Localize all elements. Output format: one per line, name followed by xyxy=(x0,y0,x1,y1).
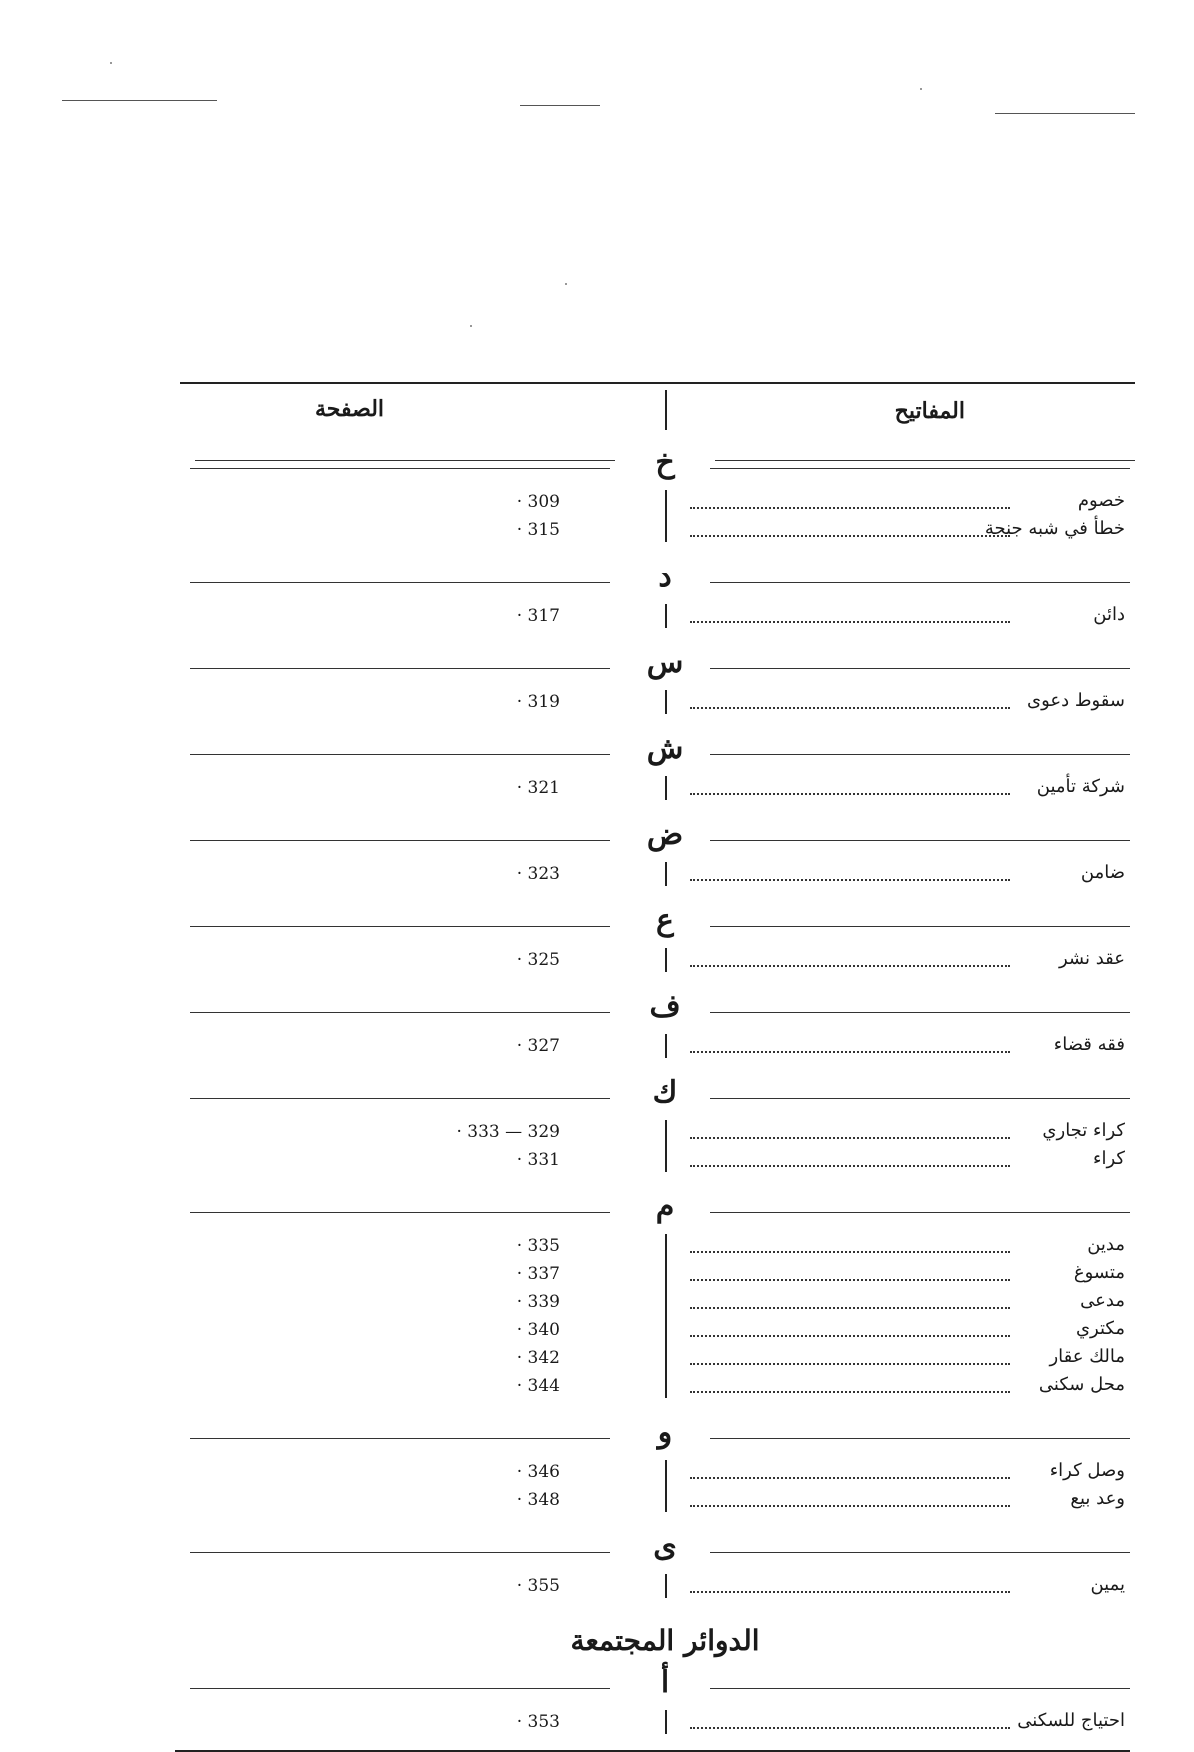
page-number: · 327 xyxy=(516,1036,560,1056)
section-letter: ش xyxy=(646,731,684,766)
dot-leader xyxy=(690,706,1010,709)
index-term: مكتري xyxy=(1075,1318,1125,1339)
header-top-rule xyxy=(180,382,1135,384)
dot-leader xyxy=(690,1476,1010,1479)
section-rule-right xyxy=(710,582,1130,583)
page-number: · 353 xyxy=(516,1712,560,1732)
section-rule-right xyxy=(710,926,1130,927)
section-rule-left xyxy=(190,1012,610,1013)
section-rule-left xyxy=(190,1438,610,1439)
section-letter: ى xyxy=(653,1529,677,1564)
header-divider xyxy=(665,390,667,430)
subsection-title: الدوائر المجتمعة xyxy=(570,1624,760,1657)
page-number: · 331 xyxy=(516,1150,560,1170)
page-number: · 344 xyxy=(516,1376,560,1396)
index-term: مالك عقار xyxy=(1049,1346,1125,1367)
header-bottom-rule xyxy=(195,460,615,461)
page-number: · 321 xyxy=(516,778,560,798)
dot-leader xyxy=(690,1278,1010,1281)
index-term: محل سكنى xyxy=(1038,1374,1125,1395)
page-number: · 319 xyxy=(516,692,560,712)
page-number: · 355 xyxy=(516,1576,560,1596)
index-term: خطأ في شبه جنحة xyxy=(984,518,1125,539)
section-rule-right xyxy=(710,1012,1130,1013)
index-term: وصل كراء xyxy=(1049,1460,1125,1481)
index-term: احتياج للسكنى xyxy=(1017,1710,1125,1731)
column-divider xyxy=(665,690,667,714)
dot-leader xyxy=(690,1590,1010,1593)
index-term: سقوط دعوى xyxy=(1027,690,1125,711)
section-rule-left xyxy=(190,926,610,927)
column-divider xyxy=(665,776,667,800)
index-term: عقد نشر xyxy=(1058,948,1125,969)
dot-leader xyxy=(690,1504,1010,1507)
section-letter: أ xyxy=(660,1665,670,1700)
dot-leader xyxy=(690,1390,1010,1393)
page-number: · 346 xyxy=(516,1462,560,1482)
column-divider xyxy=(665,1120,667,1172)
index-term: متسوغ xyxy=(1073,1262,1125,1283)
index-term: كراء تجاري xyxy=(1042,1120,1125,1141)
index-term: شركة تأمين xyxy=(1036,776,1125,797)
section-rule-right xyxy=(710,468,1130,469)
dot-leader xyxy=(690,506,1010,509)
page-number: · 309 xyxy=(516,492,560,512)
dot-leader xyxy=(690,878,1010,881)
section-rule-right xyxy=(710,840,1130,841)
section-letter: و xyxy=(657,1415,673,1450)
section-rule-right xyxy=(710,1688,1130,1689)
dot-leader xyxy=(690,620,1010,623)
column-divider xyxy=(665,1034,667,1058)
section-letter: س xyxy=(646,645,684,680)
page-number: · 325 xyxy=(516,950,560,970)
page-number: · 342 xyxy=(516,1348,560,1368)
section-rule-right xyxy=(710,1098,1130,1099)
dot-leader xyxy=(690,1362,1010,1365)
index-term: دائن xyxy=(1093,604,1125,625)
page-header: الصفحة xyxy=(315,396,385,422)
section-rule-right xyxy=(710,1552,1130,1553)
page-number: · 335 xyxy=(516,1236,560,1256)
section-letter: خ xyxy=(655,445,675,480)
keys-header: المفاتيح xyxy=(894,398,965,424)
page-number: · 337 xyxy=(516,1264,560,1284)
index-term: مدين xyxy=(1087,1234,1125,1255)
section-letter: د xyxy=(658,559,672,594)
page-number: · 340 xyxy=(516,1320,560,1340)
section-rule-left xyxy=(190,754,610,755)
section-rule-left xyxy=(190,1098,610,1099)
page-number: · 317 xyxy=(516,606,560,626)
section-rule-left xyxy=(190,582,610,583)
index-term: وعد بيع xyxy=(1070,1488,1125,1509)
dot-leader xyxy=(690,534,1010,537)
section-rule-right xyxy=(710,754,1130,755)
dot-leader xyxy=(690,964,1010,967)
dot-leader xyxy=(690,1726,1010,1729)
column-divider xyxy=(665,862,667,886)
section-rule-right xyxy=(710,1212,1130,1213)
index-term: كراء xyxy=(1093,1148,1125,1169)
index-term: خصوم xyxy=(1077,490,1125,511)
page-number: · 315 xyxy=(516,520,560,540)
index-term: يمين xyxy=(1090,1574,1125,1595)
column-divider xyxy=(665,948,667,972)
section-rule-left xyxy=(190,840,610,841)
index-term: مدعى xyxy=(1080,1290,1125,1311)
section-rule-right xyxy=(710,668,1130,669)
dot-leader xyxy=(690,1136,1010,1139)
header-bottom-rule-right xyxy=(715,460,1135,461)
dot-leader xyxy=(690,1306,1010,1309)
index-term: فقه قضاء xyxy=(1053,1034,1125,1055)
column-divider xyxy=(665,490,667,542)
section-rule-right xyxy=(710,1438,1130,1439)
dot-leader xyxy=(690,792,1010,795)
dot-leader xyxy=(690,1164,1010,1167)
section-letter: م xyxy=(655,1189,675,1224)
column-divider xyxy=(665,1460,667,1512)
section-letter: ع xyxy=(656,903,674,938)
page-number: · 348 xyxy=(516,1490,560,1510)
section-rule-left xyxy=(190,1552,610,1553)
section-letter: ف xyxy=(649,989,681,1024)
page-number: · 333 — 329 xyxy=(456,1122,560,1142)
column-divider xyxy=(665,604,667,628)
dot-leader xyxy=(690,1050,1010,1053)
column-divider xyxy=(665,1574,667,1598)
section-letter: ك xyxy=(652,1075,678,1110)
page-number: · 323 xyxy=(516,864,560,884)
dot-leader xyxy=(690,1250,1010,1253)
column-divider xyxy=(665,1234,667,1398)
section-rule-left xyxy=(190,1212,610,1213)
section-rule-left xyxy=(190,468,610,469)
index-term: ضامن xyxy=(1080,862,1125,883)
column-divider xyxy=(665,1710,667,1734)
page-number: · 339 xyxy=(516,1292,560,1312)
dot-leader xyxy=(690,1334,1010,1337)
section-rule-left xyxy=(190,668,610,669)
section-letter: ض xyxy=(646,817,684,852)
section-rule-left xyxy=(190,1688,610,1689)
